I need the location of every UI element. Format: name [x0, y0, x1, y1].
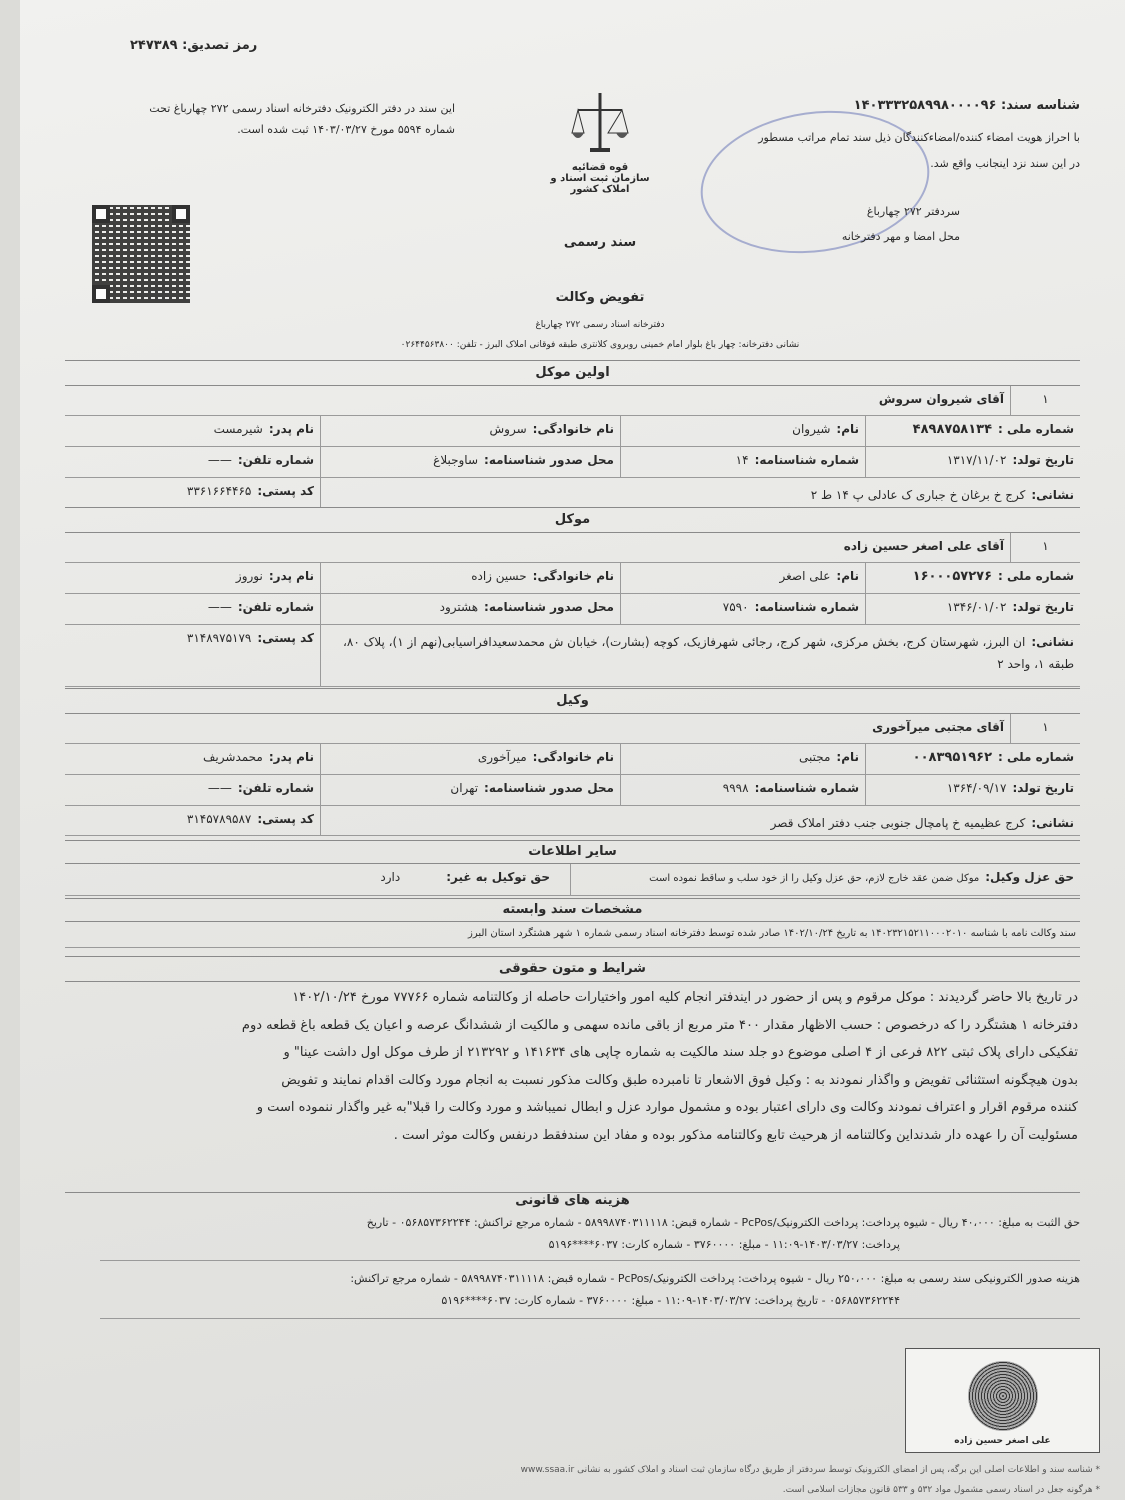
field-postal	[65, 806, 320, 835]
field-value: علی اصغر	[779, 569, 831, 583]
office-address: نشانی دفترخانه: چهار باغ بلوار امام خمینی روبروی کلانتری طبقه فوقانی املاک البرز - تلفن: ۰۲۶۴۴۵۶۳۸۰۰	[400, 340, 800, 350]
field-value: ——	[207, 600, 232, 614]
identity-note-line: با احراز هویت امضاء کننده/امضاءکنندگان ذیل سند تمام مراتب مسطور	[758, 131, 1080, 144]
party-full-name: آقای شیروان سروش	[878, 392, 1004, 406]
field-value: شیرمست	[213, 422, 263, 436]
terms-line: در تاریخ بالا حاضر گردیدند : موکل مرقوم و پس از حضور در ایندفتر انجام کلیه امور واختیارات حاصله از وکالتنامه شماره ۷۷۷۶۶ مورخ ۱۴۰۲/۱۰/۲۴	[292, 990, 1078, 1005]
field-phone	[65, 594, 320, 624]
party-name-row	[65, 533, 1080, 563]
fee-line: حق الثبت به مبلغ: ۴۰،۰۰۰ ریال - شیوه پرداخت: پرداخت الکترونیک/PcPos - شماره قبض: ۵۸۹۹۸۷۴۰۳۱۱۱۱۸ - شماره مرجع تراکنش: ۰۵۶۸۵۷۳۶۲۲۴۴ - تاریخ	[366, 1216, 1080, 1229]
party-full-name: آقای مجتبی میرآخوری	[872, 720, 1004, 734]
field-address	[320, 625, 1080, 686]
field-value: ۰۰۸۳۹۵۱۹۶۲	[912, 750, 993, 765]
field-label: محل صدور شناسنامه:	[484, 600, 614, 614]
field-label: نشانی:	[1031, 816, 1074, 830]
field-id-place	[320, 447, 620, 477]
field-first-name	[620, 563, 865, 593]
party-address-row	[65, 625, 1080, 687]
terms-line: کننده مرقوم اقرار و اعتراف نمودند وکالت وی دارای اعتبار بوده و مشمول موارد عزل و ابطال نمیباشد و مورد وکالت را قبلا"به غیر واگذار ننموده است و	[256, 1100, 1078, 1115]
identity-note-line: در این سند نزد اینجانب واقع شد.	[930, 157, 1080, 170]
field-label: نام پدر:	[268, 750, 314, 764]
field-label: نشانی:	[1031, 488, 1074, 502]
field-label: نام پدر:	[268, 422, 314, 436]
field-value: ۱۳۶۴/۰۹/۱۷	[946, 781, 1007, 795]
footnotes	[300, 1460, 1100, 1500]
fee-line: هزینه صدور الکترونیکی سند رسمی به مبلغ: ۲۵۰،۰۰۰ ریال - شیوه پرداخت: پرداخت الکترونیک/PcPos - شماره قبض: ۵۸۹۹۸۷۴۰۳۱۱۱۱۸ - شماره مرجع تراکنش:	[350, 1272, 1080, 1285]
party-info-row	[65, 447, 1080, 478]
party-name-row	[65, 714, 1080, 744]
field-label: شماره ملی :	[998, 422, 1074, 436]
field-last-name	[320, 416, 620, 446]
party-info-row	[65, 594, 1080, 625]
field-value: ساوجبلاغ	[433, 453, 479, 467]
registry-note-line: این سند در دفتر الکترونیک دفترخانه اسناد رسمی ۲۷۲ چهارباغ تحت	[149, 102, 455, 115]
field-value: میرآخوری	[477, 750, 527, 764]
terms-header: شرایط و متون حقوقی	[65, 956, 1080, 982]
field-first-name	[620, 744, 865, 774]
footnote: * هرگونه جعل در اسناد رسمی مشمول مواد ۵۳۲ و ۵۳۳ قانون مجازات اسلامی است.	[782, 1485, 1100, 1495]
field-value: حسین زاده	[471, 569, 527, 583]
field-value: تهران	[450, 781, 479, 795]
field-value: شیروان	[792, 422, 831, 436]
field-label: نام خانوادگی:	[532, 422, 614, 436]
party-section-header: وکیل	[65, 688, 1080, 714]
sign-place: محل امضا و مهر دفترخانه	[841, 230, 960, 243]
notary-name: سردفتر ۲۷۲ چهارباغ	[866, 205, 960, 218]
revoke-cell	[570, 864, 1080, 895]
doc-type: سند رسمی	[563, 235, 637, 250]
terms-line: بدون هیچگونه استثنائی تفویض و واگذار نمودند به : وکیل فوق الاشعار تا نامبرده طبق وکالت مذکور نسبت به انجام مورد وکالت اقدام نمایند و تفویض	[281, 1072, 1078, 1088]
field-value: ——	[207, 781, 232, 795]
field-label: کد پستی:	[257, 631, 314, 645]
delegate-label: حق توکیل به غیر:	[446, 870, 550, 884]
party-full-name: آقای علی اصغر حسین زاده	[843, 539, 1004, 553]
field-label: شماره تلفن:	[237, 600, 314, 614]
fees-header: هزینه های قانونی	[65, 1192, 1080, 1208]
field-father	[65, 563, 320, 593]
field-value: نوروز	[235, 569, 263, 583]
field-label: نام خانوادگی:	[532, 750, 614, 764]
field-value: کرج عظیمیه خ پامچال جنوبی جنب دفتر املاک قصر	[770, 816, 1026, 830]
field-birth	[865, 447, 1080, 477]
field-phone	[65, 775, 320, 805]
doc-id: شناسه سند: ۱۴۰۳۳۳۲۵۸۹۹۸۰۰۰۰۹۶	[853, 98, 1080, 113]
field-value: ۱۳۱۷/۱۱/۰۲	[946, 453, 1007, 467]
related-doc-header: مشخصات سند وابسته	[65, 898, 1080, 922]
field-id-no	[620, 594, 865, 624]
field-value: ۹۹۹۸	[722, 781, 749, 795]
field-label: تاریخ تولد:	[1012, 781, 1074, 795]
field-label: تاریخ تولد:	[1012, 453, 1074, 467]
field-id-place	[320, 775, 620, 805]
field-value: هشترود	[439, 600, 479, 614]
field-value: ۳۱۴۵۷۸۹۵۸۷	[186, 812, 252, 826]
field-value: ۱۴	[735, 453, 749, 467]
office-name: دفترخانه اسناد رسمی ۲۷۲ چهارباغ	[535, 320, 665, 330]
terms-line: تفکیکی دارای پلاک ثبتی ۸۲۲ فرعی از ۴ اصلی موضوع دو جلد سند مالکیت به شماره چاپی های ۱۴۱۶۳۴ و ۲۱۳۲۹۲ از طرف موکل اول داشت عینا" و	[283, 1045, 1078, 1060]
field-value: ۳۳۶۱۶۶۴۴۶۵	[186, 484, 252, 498]
party-info-row	[65, 416, 1080, 447]
field-value: ۱۳۴۶/۰۱/۰۲	[946, 600, 1007, 614]
field-label: کد پستی:	[257, 812, 314, 826]
field-value: کرج خ برغان خ جباری ک عادلی پ ۱۴ ط ۲	[810, 488, 1026, 502]
fee-item	[100, 1268, 1080, 1319]
party-index: ۱	[1010, 386, 1080, 415]
field-label: نام:	[836, 750, 859, 764]
field-postal	[65, 625, 320, 686]
delegate-cell	[65, 864, 570, 895]
field-value: مجتبی	[798, 750, 831, 764]
party-section-header: موکل	[65, 507, 1080, 533]
field-id-no	[620, 775, 865, 805]
field-father	[65, 416, 320, 446]
field-label: شماره شناسنامه:	[754, 600, 859, 614]
party-address-row	[65, 478, 1080, 508]
field-national-id	[865, 744, 1080, 774]
field-value: ۳۱۴۸۹۷۵۱۷۹	[186, 631, 252, 645]
field-label: محل صدور شناسنامه:	[484, 781, 614, 795]
field-postal	[65, 478, 320, 507]
field-label: نشانی:	[1031, 635, 1074, 649]
field-label: نام:	[836, 569, 859, 583]
field-label: شماره ملی :	[998, 569, 1074, 583]
field-id-no	[620, 447, 865, 477]
field-first-name	[620, 416, 865, 446]
revoke-label: حق عزل وکیل:	[985, 870, 1074, 884]
party-address-row	[65, 806, 1080, 836]
field-value: محمدشریف	[203, 750, 263, 764]
emblem-text: سازمان ثبت اسناد و املاک کشور	[550, 173, 650, 195]
terms-line: دفترخانه ۱ هشتگرد را که درخصوص : حسب الاظهار مقدار ۴۰۰ متر مربع از باقی مانده سهمی و مالکیت از ششدانگ عرصه و اعیان یک قطعه باغ قطعه دوم	[241, 1017, 1078, 1033]
verification-code: رمز تصدیق: ۲۴۷۳۸۹	[130, 38, 258, 53]
qr-code	[92, 205, 190, 303]
field-label: کد پستی:	[257, 484, 314, 498]
emblem-text: قوه قضائیه	[571, 162, 629, 173]
party-info-row	[65, 744, 1080, 775]
party-index: ۱	[1010, 533, 1080, 562]
field-label: نام خانوادگی:	[532, 569, 614, 583]
registry-note-line: شماره ۵۵۹۴ مورخ ۱۴۰۳/۰۳/۲۷ ثبت شده است.	[237, 123, 455, 136]
field-label: شماره شناسنامه:	[754, 781, 859, 795]
field-birth	[865, 775, 1080, 805]
field-national-id	[865, 563, 1080, 593]
field-value: ۷۵۹۰	[722, 600, 749, 614]
other-info-header: سایر اطلاعات	[65, 840, 1080, 864]
field-label: نام:	[836, 422, 859, 436]
party-section-header: اولین موکل	[65, 360, 1080, 386]
field-last-name	[320, 563, 620, 593]
party-index: ۱	[1010, 714, 1080, 743]
party-info-row	[65, 775, 1080, 806]
signer-name: علی اصغر حسین زاده	[954, 1436, 1051, 1446]
party-info-row	[65, 563, 1080, 594]
fee-line: پرداخت: ۱۴۰۳/۰۳/۲۷-۱۱:۰۹ - مبلغ: ۳۷۶۰۰۰۰ - شماره کارت: ۶۰۳۷****۵۱۹۶	[548, 1238, 900, 1251]
fingerprint-box	[905, 1348, 1100, 1453]
field-value: ۱۶۰۰۰۵۷۲۷۶	[912, 569, 993, 584]
field-label: تاریخ تولد:	[1012, 600, 1074, 614]
delegate-value: دارد	[380, 870, 401, 884]
field-value: ۴۸۹۸۷۵۸۱۳۴	[912, 422, 993, 437]
field-father	[65, 744, 320, 774]
field-last-name	[320, 744, 620, 774]
identity-note	[660, 125, 1080, 177]
fee-line: ۰۵۶۸۵۷۳۶۲۲۴۴ - تاریخ پرداخت: ۱۴۰۳/۰۳/۲۷-۱۱:۰۹ - مبلغ: ۳۷۶۰۰۰۰ - شماره کارت: ۶۰۳۷****۵۱۹۶	[441, 1294, 900, 1307]
footnote: * شناسه سند و اطلاعات اصلی این برگه، پس از امضای الکترونیک توسط سردفتر از طریق درگاه سازمان ثبت اسناد و املاک کشور به نشانی www.ssaa.ir	[520, 1465, 1100, 1475]
field-label: نام پدر:	[268, 569, 314, 583]
scales-icon	[570, 88, 630, 158]
other-info-row	[65, 864, 1080, 896]
field-value: ——	[207, 453, 232, 467]
field-value: سروش	[489, 422, 527, 436]
fee-item	[100, 1212, 1080, 1261]
field-address	[320, 806, 1080, 835]
field-phone	[65, 447, 320, 477]
related-doc-text: سند وکالت نامه با شناسه ۱۴۰۲۳۲۱۵۲۱۱۰۰۰۲۰۱۰ به تاریخ ۱۴۰۲/۱۰/۲۴ صادر شده توسط دفترخانه اسناد رسمی شماره ۱ شهر هشتگرد استان البرز	[65, 922, 1080, 948]
field-national-id	[865, 416, 1080, 446]
revoke-value: موکل ضمن عقد خارج لازم، حق عزل وکیل را از خود سلب و ساقط نموده است	[649, 873, 980, 884]
field-label: شماره تلفن:	[237, 453, 314, 467]
field-label: شماره ملی :	[998, 750, 1074, 764]
terms-line: مسئولیت آن را عهده دار شدنداین وکالتنامه از هرحیث تابع وکالتنامه مذکور بوده و مفاد این سندفقط درنفس وکالت موثر است .	[393, 1127, 1078, 1143]
party-name-row	[65, 386, 1080, 416]
fingerprint-icon	[968, 1361, 1038, 1431]
field-label: محل صدور شناسنامه:	[484, 453, 614, 467]
field-id-place	[320, 594, 620, 624]
field-value: ان البرز، شهرستان کرج، بخش مرکزی، شهر کرج، رجائی شهرفازیک، کوچه (بشارت)، خیابان ش محمدسعیدافراسیابی(نهم از ۱)، پلاک ۸۰، طبقه ۱، واحد ۲	[343, 635, 1074, 671]
field-address	[320, 478, 1080, 507]
field-birth	[865, 594, 1080, 624]
registry-note	[65, 98, 455, 140]
terms-body	[65, 984, 1080, 1149]
doc-title: تفویض وکالت	[555, 290, 645, 305]
field-label: شماره شناسنامه:	[754, 453, 859, 467]
judiciary-emblem	[540, 88, 660, 195]
field-label: شماره تلفن:	[237, 781, 314, 795]
